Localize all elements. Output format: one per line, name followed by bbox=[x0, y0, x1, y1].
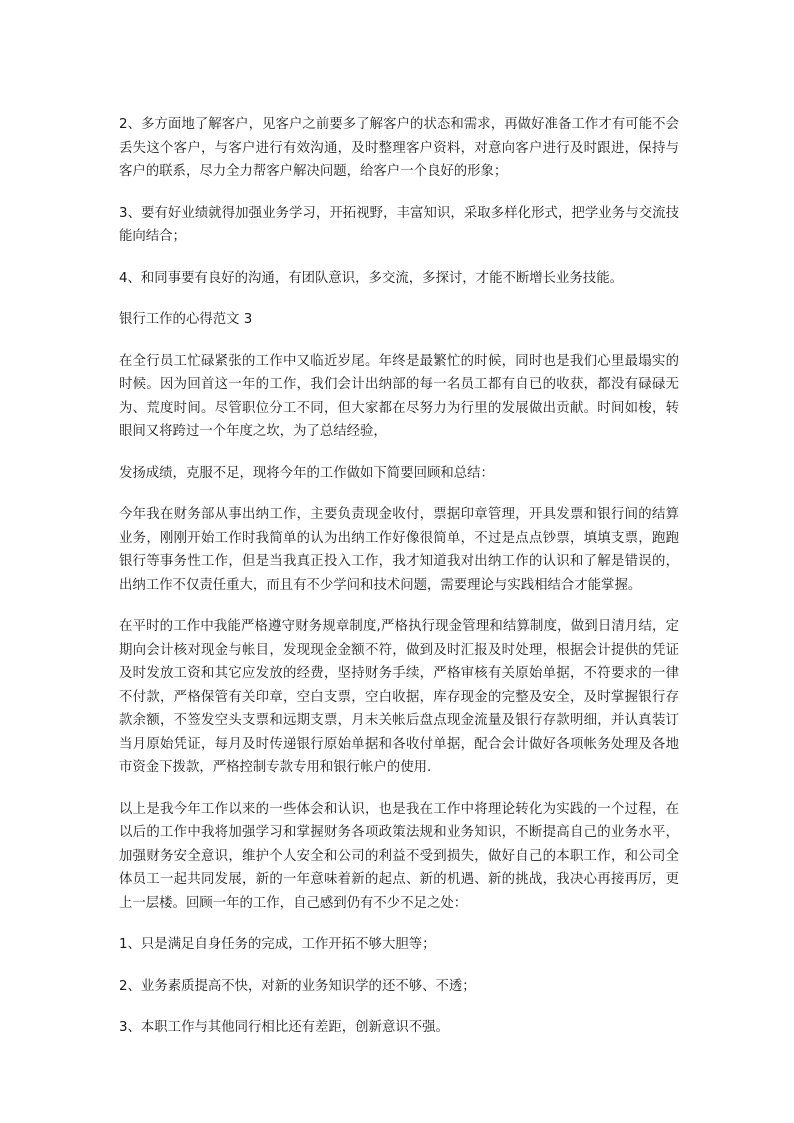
paragraph-item-3: 3、要有好业绩就得加强业务学习，开拓视野，丰富知识，采取多样化形式，把学业务与交流技能向结合； bbox=[119, 205, 679, 244]
paragraph-reflection: 以上是我今年工作以来的一些体会和认识，也是我在工作中将理论转化为实践的一个过程，在以后的工作中我将加强学习和掌握财务各项政策法规和业务知识，不断提高自己的业务水平，加强财务安全意识，维护个人安全和公司的利益不受到损失，做好自己的本职工作，和公司全体员工一起共同发展，新的一年意味着新的起点、新的机遇、新的挑战，我决心再接再厉，更上一层楼。回顾一年的工作，自己感到仍有不少不足之处： bbox=[119, 801, 679, 911]
paragraph-item-2: 2、多方面地了解客户，见客户之前要多了解客户的状态和需求，再做好准备工作才有可能不会丢失这个客户，与客户进行有效沟通，及时整理客户资料，对意向客户进行及时跟进，保持与客户的联系，尽力全力帮客户解决问题，给客户一个良好的形象； bbox=[119, 117, 679, 179]
paragraph-cashier-work: 今年我在财务部从事出纳工作，主要负责现金收付，票据印章管理，开具发票和银行间的结算业务，刚刚开始工作时我简单的认为出纳工作好像很简单，不过是点点钞票，填填支票，跑跑银行等事务性工作，但是当我真正投入工作，我才知道我对出纳工作的认识和了解是错误的，出纳工作不仅责任重大，而且有不少学问和技术问题，需要理论与实践相结合才能掌握。 bbox=[119, 507, 679, 593]
paragraph-daily-work: 在平时的工作中我能严格遵守财务规章制度,严格执行现金管理和结算制度，做到日清月结，定期向会计核对现金与帐目，发现现金金额不符，做到及时汇报及时处理，根据会计提供的凭证及时发放工资和其它应发放的经费，坚持财务手续，严格审核有关原始单据，不符要求的一律不付款，严格保管有关印章，空白支票，空白收据，库存现金的完整及安全，及时掌握银行存款余额，不签发空头支票和远期支票，月末关帐后盘点现金流量及银行存款明细，并认真装订当月原始凭证，每月及时传递银行原始单据和各收付单据，配合会计做好各项帐务处理及各地市资金下拨款，严格控制专款专用和银行帐户的使用. bbox=[119, 619, 679, 775]
shortcoming-item-2: 2、业务素质提高不快，对新的业务知识学的还不够、不透； bbox=[119, 978, 476, 994]
paragraph-item-4: 4、和同事要有良好的沟通，有团队意识，多交流，多探讨，才能不断增长业务技能。 bbox=[119, 270, 623, 286]
shortcoming-item-1: 1、只是满足自身任务的完成，工作开拓不够大胆等； bbox=[119, 937, 436, 952]
paragraph-summary-intro: 发扬成绩，克服不足，现将今年的工作做如下简要回顾和总结： bbox=[119, 465, 494, 481]
document-page bbox=[119, 113, 679, 1058]
section-heading: 银行工作的心得范文 3 bbox=[119, 312, 253, 327]
paragraph-year-end: 在全行员工忙碌紧张的工作中又临近岁尾。年终是最繁忙的时候，同时也是我们心里最塌实的时候。因为回首这一年的工作，我们会计出纳部的每一名员工都有自已的收获，都没有碌碌无为、荒度时间。尽管职位分工不同，但大家都在尽努力为行里的发展做出贡献。时间如梭，转眼间又将跨过一个年度之坎，为了总结经验， bbox=[119, 353, 679, 439]
shortcoming-item-3: 3、本职工作与其他同行相比还有差距，创新意识不强。 bbox=[119, 1020, 449, 1035]
